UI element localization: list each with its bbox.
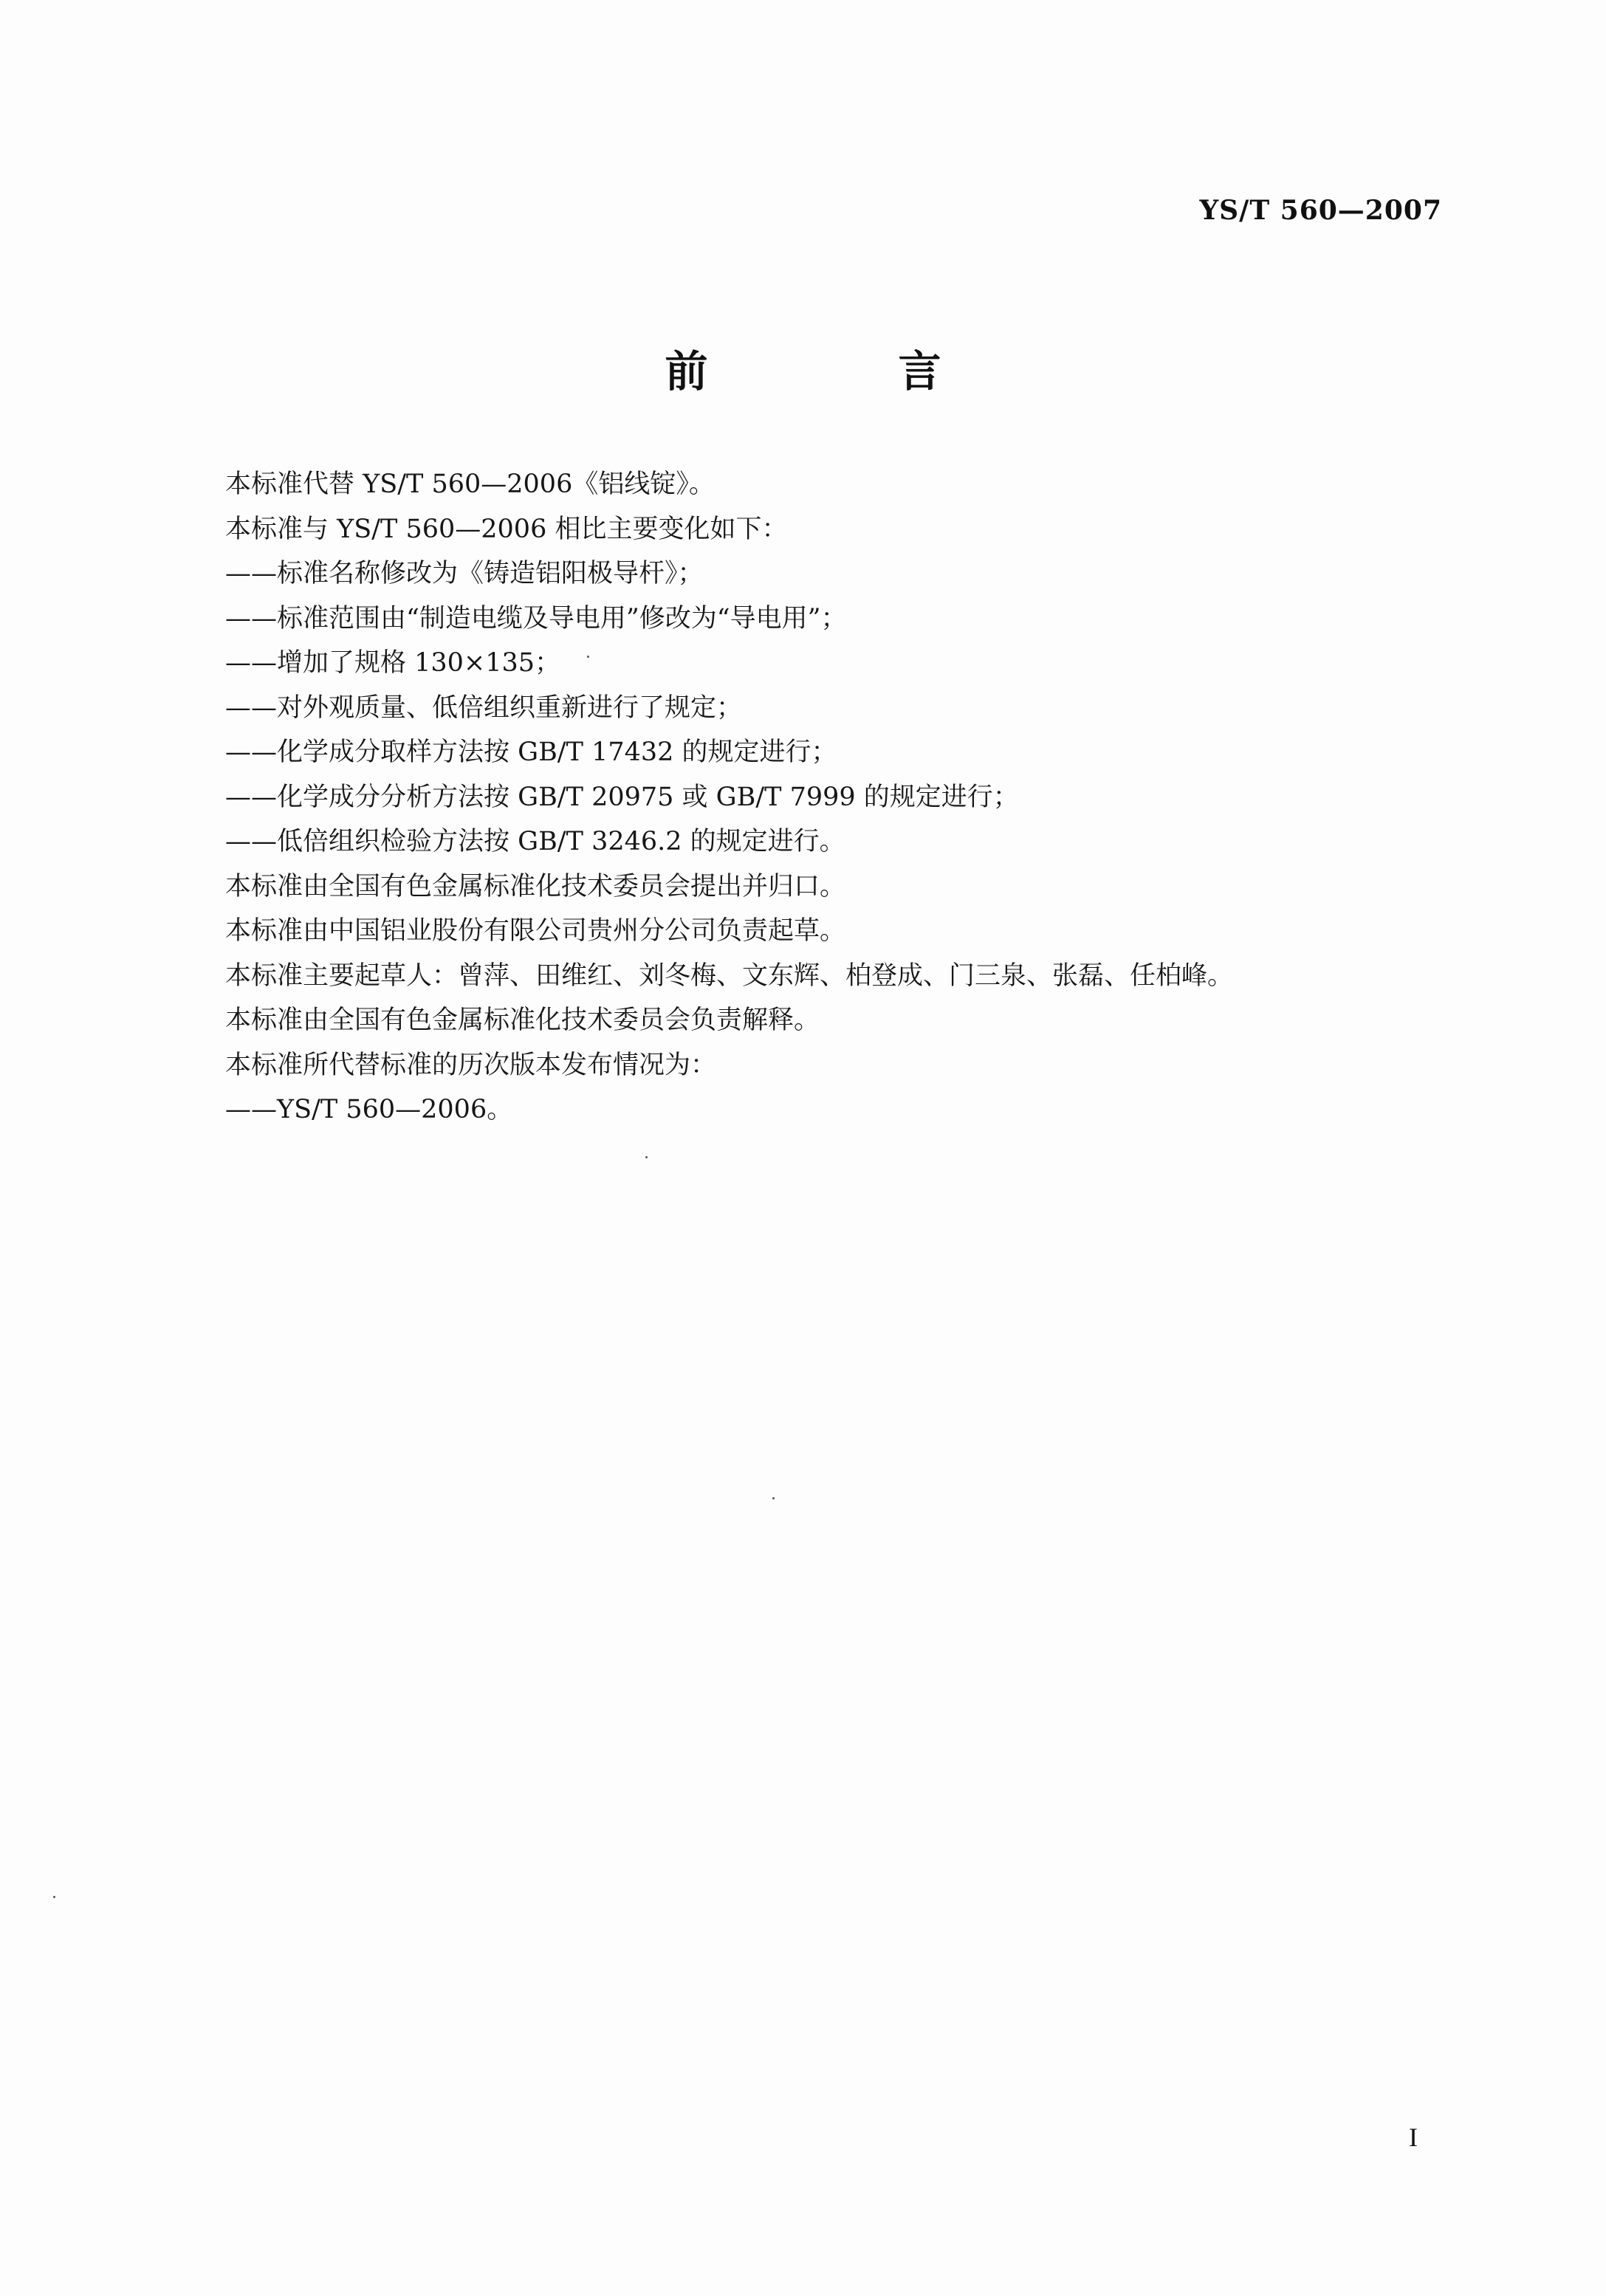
scan-speck (587, 656, 589, 658)
scan-speck (645, 1156, 648, 1158)
scan-speck (772, 1497, 775, 1499)
page-title: 前 言 (665, 346, 1015, 396)
preface-line-change-spec: ——增加了规格 130×135； (225, 648, 561, 678)
preface-line-change-macro-test: ——低倍组织检验方法按 GB/T 3246.2 的规定进行。 (225, 827, 845, 856)
standard-code: YS/T 560—2007 (1199, 195, 1442, 226)
preface-line-change-sampling: ——化学成分取样方法按 GB/T 17432 的规定进行； (225, 738, 837, 767)
preface-line-changes-intro: 本标准与 YS/T 560—2006 相比主要变化如下： (225, 514, 788, 544)
preface-line-change-analysis: ——化学成分分析方法按 GB/T 20975 或 GB/T 7999 的规定进行； (225, 782, 1019, 812)
scan-speck (53, 1896, 55, 1898)
preface-line-history-intro: 本标准所代替标准的历次版本发布情况为： (225, 1050, 717, 1080)
preface-line-history-version: ——YS/T 560—2006。 (225, 1095, 513, 1124)
preface-line-change-name: ——标准名称修改为《铸造铝阳极导杆》； (225, 559, 704, 588)
preface-line-drafters: 本标准主要起草人：曾萍、田维红、刘冬梅、文东辉、柏登成、门三泉、张磊、任柏峰。 (225, 960, 1234, 991)
preface-body (225, 462, 1444, 1132)
preface-line-drafted-by: 本标准由中国铝业股份有限公司贵州分公司负责起草。 (225, 916, 846, 946)
preface-line-change-appearance: ——对外观质量、低倍组织重新进行了规定； (225, 692, 743, 723)
page-number: I (1409, 2123, 1418, 2152)
preface-line-replaces: 本标准代替 YS/T 560—2006《铝线锭》。 (225, 470, 715, 499)
preface-line-change-scope: ——标准范围由“制造电缆及导电用”修改为“导电用”； (225, 603, 847, 633)
preface-line-interpreted-by: 本标准由全国有色金属标准化技术委员会负责解释。 (225, 1006, 820, 1035)
preface-line-proposed-by: 本标准由全国有色金属标准化技术委员会提出并归口。 (225, 871, 846, 901)
